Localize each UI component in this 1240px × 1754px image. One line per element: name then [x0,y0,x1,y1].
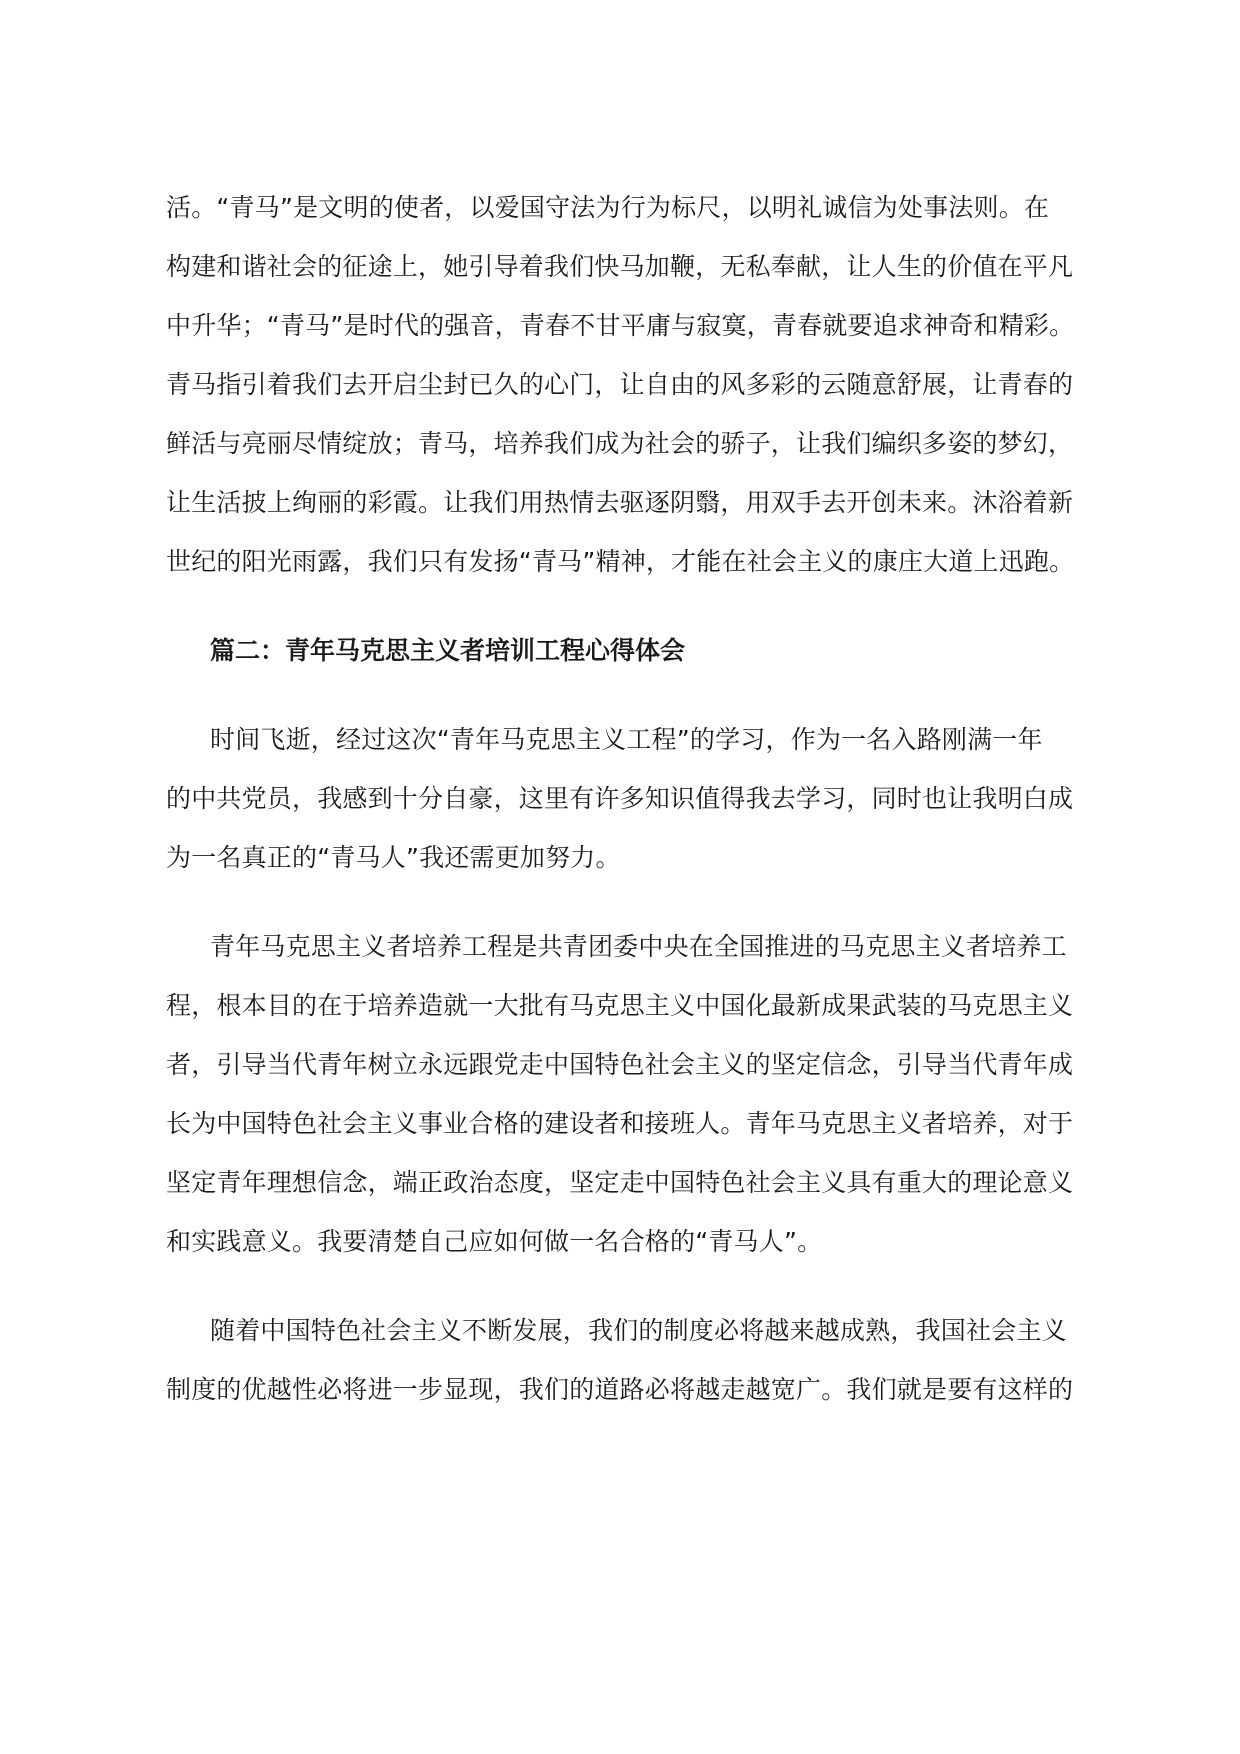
paragraph-3 [166,917,1076,1271]
text-line: 鲜活与亮丽尽情绽放；青马，培养我们成为社会的骄子，让我们编织多姿的梦幻， [166,429,1074,458]
paragraph-gap [166,680,1076,710]
text-line: 青年马克思主义者培养工程是共青团委中央在全国推进的马克思主义者培养工 [210,932,1067,961]
text-line: 随着中国特色社会主义不断发展，我们的制度必将越来越成熟，我国社会主义 [210,1316,1067,1345]
paragraph-2 [166,710,1076,887]
text-line: 程，根本目的在于培养造就一大批有马克思主义中国化最新成果武装的马克思主义 [166,991,1074,1020]
text-line: 世纪的阳光雨露，我们只有发扬“青马”精神，才能在社会主义的康庄大道上迅跑。 [166,547,1075,576]
text-line: 时间飞逝，经过这次“青年马克思主义工程”的学习，作为一名入路刚满一年 [210,725,1043,754]
text-line: 和实践意义。我要清楚自己应如何做一名合格的“青马人”。 [166,1227,823,1256]
paragraph-gap [166,887,1076,917]
text-line: 长为中国特色社会主义事业合格的建设者和接班人。青年马克思主义者培养，对于 [166,1109,1074,1138]
paragraph-1 [166,178,1076,591]
text-line: 青马指引着我们去开启尘封已久的心门，让自由的风多彩的云随意舒展，让青春的 [166,370,1074,399]
text-line: 坚定青年理想信念，端正政治态度，坚定走中国特色社会主义具有重大的理论意义 [166,1168,1074,1197]
text-line: 为一名真正的“青马人”我还需更加努力。 [166,843,621,872]
text-line: 中升华；“青马”是时代的强音，青春不甘平庸与寂寞，青春就要追求神奇和精彩。 [166,311,1075,340]
text-line: 让生活披上绚丽的彩霞。让我们用热情去驱逐阴翳，用双手去开创未来。沐浴着新 [166,488,1074,517]
paragraph-4 [166,1301,1076,1419]
text-line: 者，引导当代青年树立永远跟党走中国特色社会主义的坚定信念，引导当代青年成 [166,1050,1074,1079]
text-line: 制度的优越性必将进一步显现，我们的道路必将越走越宽广。我们就是要有这样的 [166,1375,1074,1404]
text-line: 构建和谐社会的征途上，她引导着我们快马加鞭，无私奉献，让人生的价值在平凡 [166,252,1074,281]
document-page [166,178,1076,1419]
text-line: 的中共党员，我感到十分自豪，这里有许多知识值得我去学习，同时也让我明白成 [166,784,1074,813]
section-heading: 篇二：青年马克思主义者培训工程心得体会 [210,636,686,665]
text-line: 活。“青马”是文明的使者，以爱国守法为行为标尺，以明礼诚信为处事法则。在 [166,193,1050,222]
paragraph-gap [166,591,1076,621]
paragraph-gap [166,1271,1076,1301]
